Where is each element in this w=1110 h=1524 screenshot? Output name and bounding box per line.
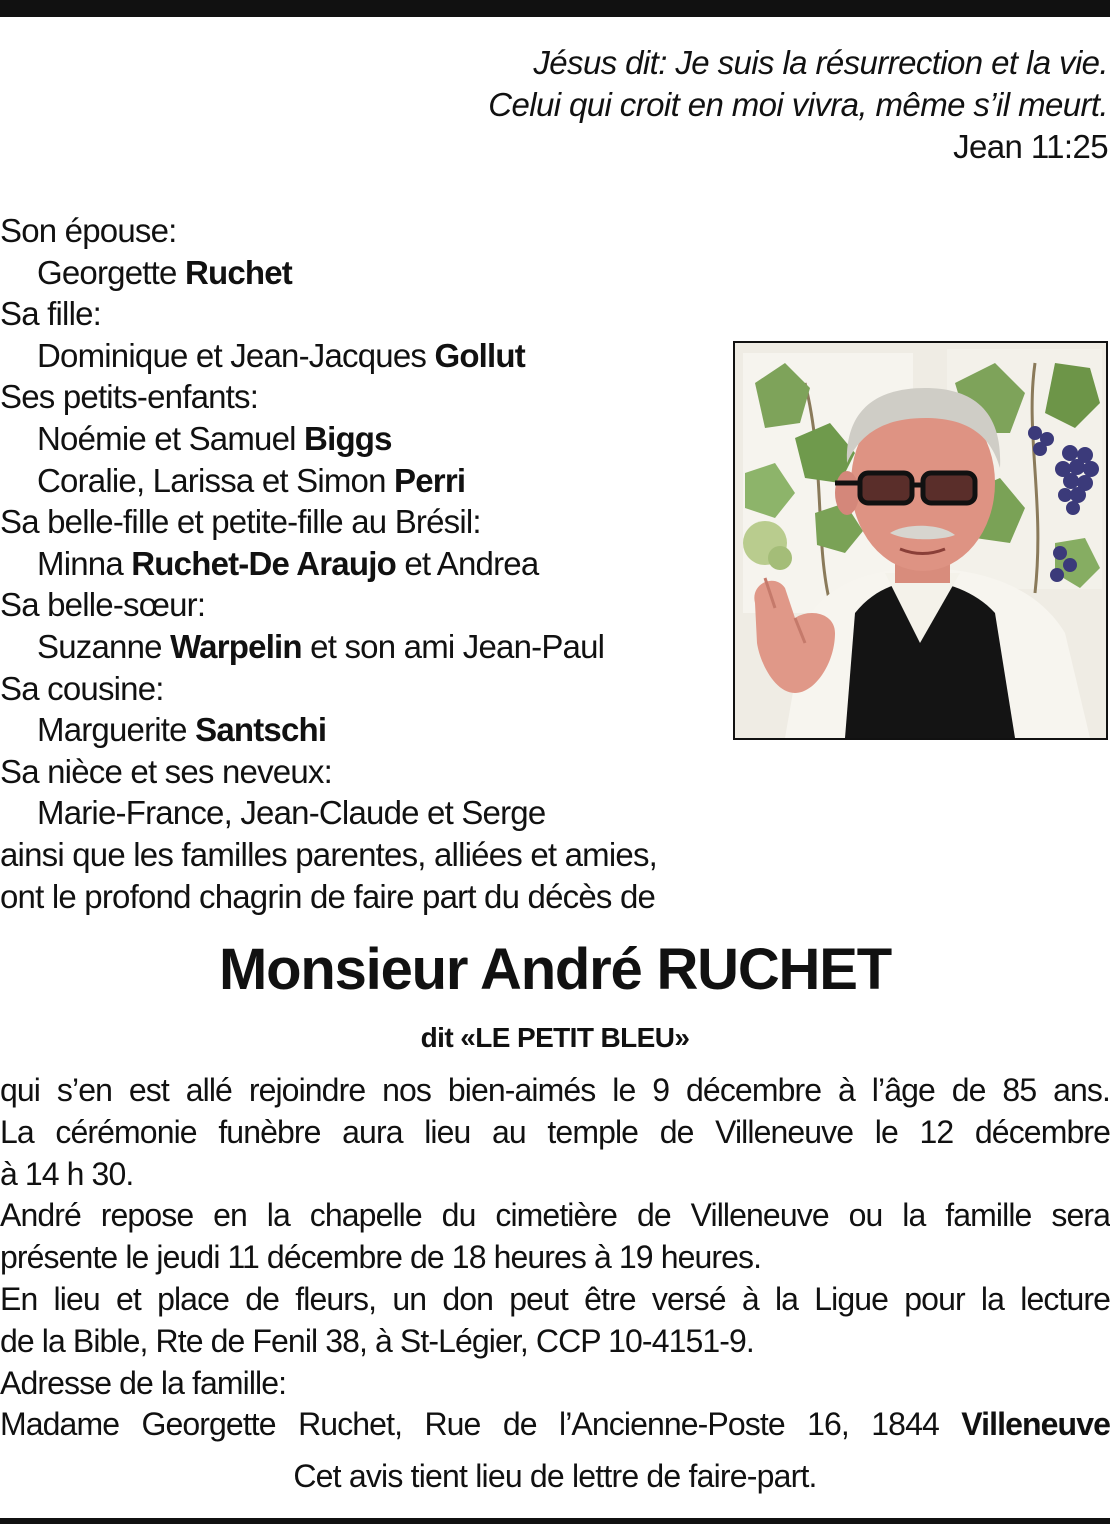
- closing-note: Cet avis tient lieu de lettre de faire-part.: [293, 1458, 817, 1494]
- grandchildren-name-1: Noémie et Samuel Biggs: [37, 419, 392, 457]
- nieces-label: Sa nièce et ses neveux:: [0, 752, 332, 790]
- details-line-7: de la Bible, Rte de Fenil 38, à St-Légier, CCP 10-4151-9.: [0, 1322, 754, 1359]
- deceased-name: Monsieur André RUCHET: [219, 937, 891, 1002]
- grandchildren-name-2: Coralie, Larissa et Simon Perri: [37, 461, 466, 499]
- family-list: [0, 210, 720, 917]
- verse-reference: Jean 11:25: [953, 128, 1108, 165]
- details-line-2: La cérémonie funèbre aura lieu au temple de Villeneuve le 12 décembre: [0, 1113, 1110, 1150]
- sister-in-law-label: Sa belle-sœur:: [0, 586, 206, 624]
- portrait-illustration: [735, 343, 1106, 738]
- spouse-name: Georgette Ruchet: [37, 253, 292, 291]
- family-closing-2: ont le profond chagrin de faire part du décès de: [0, 877, 656, 915]
- details-line-5: présente le jeudi 11 décembre de 18 heures à 19 heures.: [0, 1239, 762, 1276]
- details-line-1: qui s’en est allé rejoindre nos bien-aimés le 9 décembre à l’âge de 85 ans.: [0, 1072, 1110, 1108]
- deceased-nickname: dit «LE PETIT BLEU»: [420, 1022, 690, 1053]
- sister-in-law-name: Suzanne Warpelin et son ami Jean-Paul: [37, 627, 605, 665]
- family-closing-1: ainsi que les familles parentes, alliées et amies,: [0, 835, 658, 873]
- cousin-label: Sa cousine:: [0, 669, 164, 707]
- verse-line-2: Celui qui croit en moi vivra, même s’il meurt.: [488, 86, 1108, 123]
- daughter-in-law-name: Minna Ruchet-De Araujo et Andrea: [37, 544, 539, 582]
- ceremony-details: [0, 1070, 1110, 1446]
- family-address: Madame Georgette Ruchet, Rue de l’Ancienne-Poste 16, 1844 Villeneuve: [0, 1406, 1110, 1443]
- nieces-names: Marie-France, Jean-Claude et Serge: [37, 794, 546, 832]
- details-line-4: André repose en la chapelle du cimetière de Villeneuve ou la famille sera: [0, 1197, 1110, 1234]
- cousin-name: Marguerite Santschi: [37, 711, 327, 749]
- details-line-8: Adresse de la famille:: [0, 1364, 287, 1401]
- details-line-3: à 14 h 30.: [0, 1155, 134, 1192]
- daughter-label: Sa fille:: [0, 295, 102, 333]
- grandchildren-label: Ses petits-enfants:: [0, 378, 259, 416]
- details-line-6: En lieu et place de fleurs, un don peut être versé à la Ligue pour la lecture: [0, 1280, 1110, 1317]
- spouse-label: Son épouse:: [0, 212, 177, 249]
- top-rule: [0, 0, 1110, 17]
- daughter-in-law-label: Sa belle-fille et petite-fille au Brésil:: [0, 503, 481, 541]
- bible-verse: [488, 42, 1108, 168]
- bottom-rule: [0, 1518, 1110, 1524]
- verse-line-1: Jésus dit: Je suis la résurrection et la vie.: [533, 44, 1108, 81]
- portrait-photo: [733, 341, 1108, 740]
- daughter-name: Dominique et Jean-Jacques Gollut: [37, 336, 525, 374]
